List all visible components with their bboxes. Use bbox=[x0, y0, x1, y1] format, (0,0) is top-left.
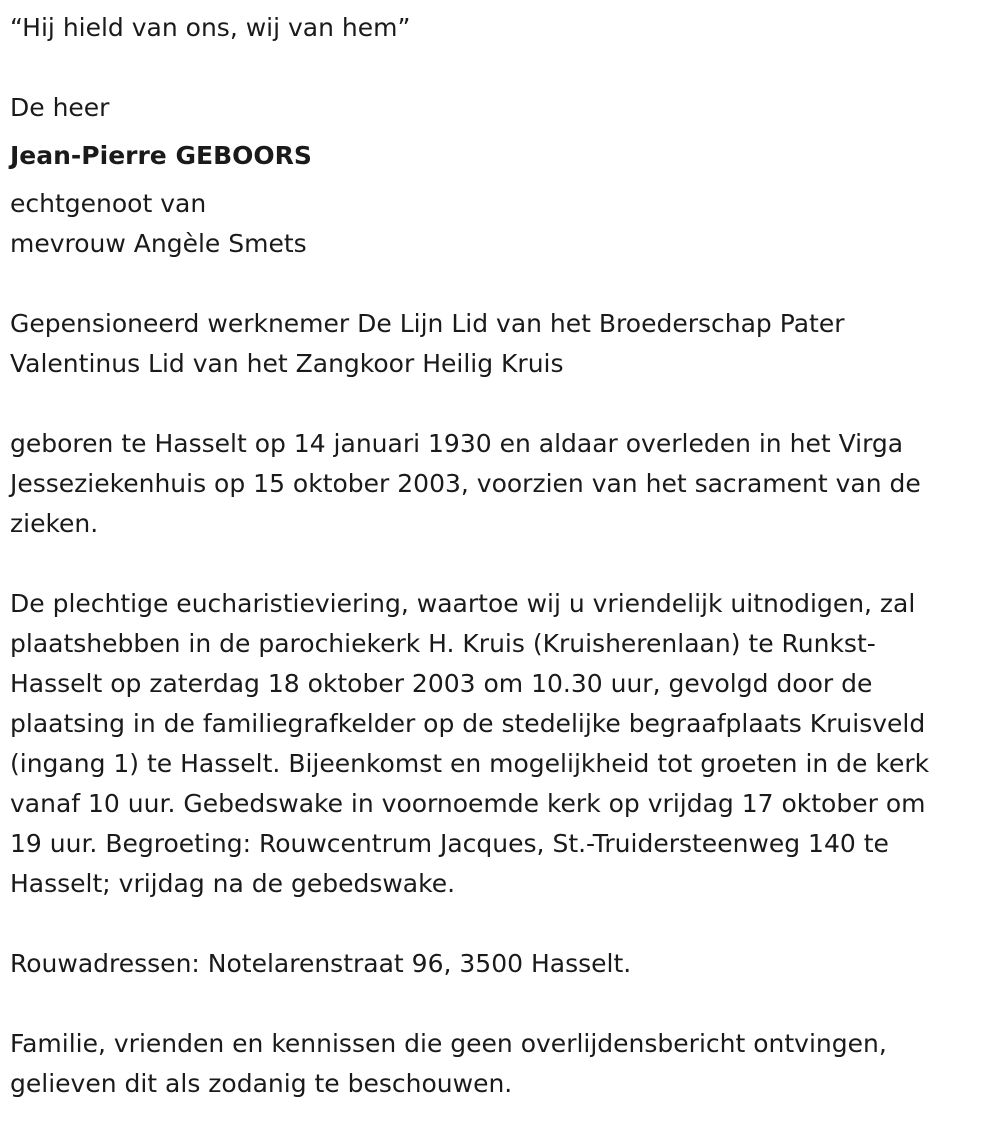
spacer bbox=[10, 544, 992, 584]
spacer bbox=[10, 48, 992, 88]
paragraph-line: Jesseziekenhuis op 15 oktober 2003, voorzien van het sacrament van de bbox=[10, 469, 921, 498]
honorific-title: De heer bbox=[10, 93, 110, 122]
paragraph-line: 19 uur. Begroeting: Rouwcentrum Jacques, St.-Truidersteenweg 140 te bbox=[10, 829, 889, 858]
occupation-paragraph bbox=[10, 304, 992, 384]
paragraph-line: Hasselt; vrijdag na de gebedswake. bbox=[10, 869, 456, 898]
spacer bbox=[10, 384, 992, 424]
paragraph-line: Familie, vrienden en kennissen die geen overlijdensbericht ontvingen, bbox=[10, 1029, 887, 1058]
paragraph-line: De plechtige eucharistieviering, waartoe wij u vriendelijk uitnodigen, zal bbox=[10, 589, 916, 618]
paragraph-line: zieken. bbox=[10, 509, 99, 538]
spacer bbox=[10, 264, 992, 304]
paragraph-line: Gepensioneerd werknemer De Lijn Lid van het Broederschap Pater bbox=[10, 309, 845, 338]
spacer bbox=[10, 904, 992, 944]
paragraph-line: vanaf 10 uur. Gebedswake in voornoemde kerk op vrijdag 17 oktober om bbox=[10, 789, 926, 818]
paragraph-line: plaatsing in de familiegrafkelder op de stedelijke begraafplaats Kruisveld bbox=[10, 709, 926, 738]
mourning-address: Rouwadressen: Notelarenstraat 96, 3500 Hasselt. bbox=[10, 949, 632, 978]
paragraph-line: plaatshebben in de parochiekerk H. Kruis (Kruisherenlaan) te Runkst- bbox=[10, 629, 876, 658]
paragraph-line: Hasselt op zaterdag 18 oktober 2003 om 10.30 uur, gevolgd door de bbox=[10, 669, 873, 698]
ceremony-paragraph bbox=[10, 584, 992, 904]
paragraph-line: (ingang 1) te Hasselt. Bijeenkomst en mogelijkheid tot groeten in de kerk bbox=[10, 749, 930, 778]
deceased-name: Jean-Pierre GEBOORS bbox=[10, 141, 312, 170]
paragraph-line: gelieven dit als zodanig te beschouwen. bbox=[10, 1069, 513, 1098]
paragraph-line: geboren te Hasselt op 14 januari 1930 en aldaar overleden in het Virga bbox=[10, 429, 904, 458]
closing-paragraph bbox=[10, 1024, 992, 1104]
birth-death-paragraph bbox=[10, 424, 992, 544]
memorial-quote: “Hij hield van ons, wij van hem” bbox=[10, 13, 411, 42]
spouse-name: mevrouw Angèle Smets bbox=[10, 229, 307, 258]
spacer bbox=[10, 984, 992, 1024]
relation-text: echtgenoot van bbox=[10, 189, 207, 218]
paragraph-line: Valentinus Lid van het Zangkoor Heilig Kruis bbox=[10, 349, 564, 378]
obituary-notice bbox=[10, 8, 992, 1104]
